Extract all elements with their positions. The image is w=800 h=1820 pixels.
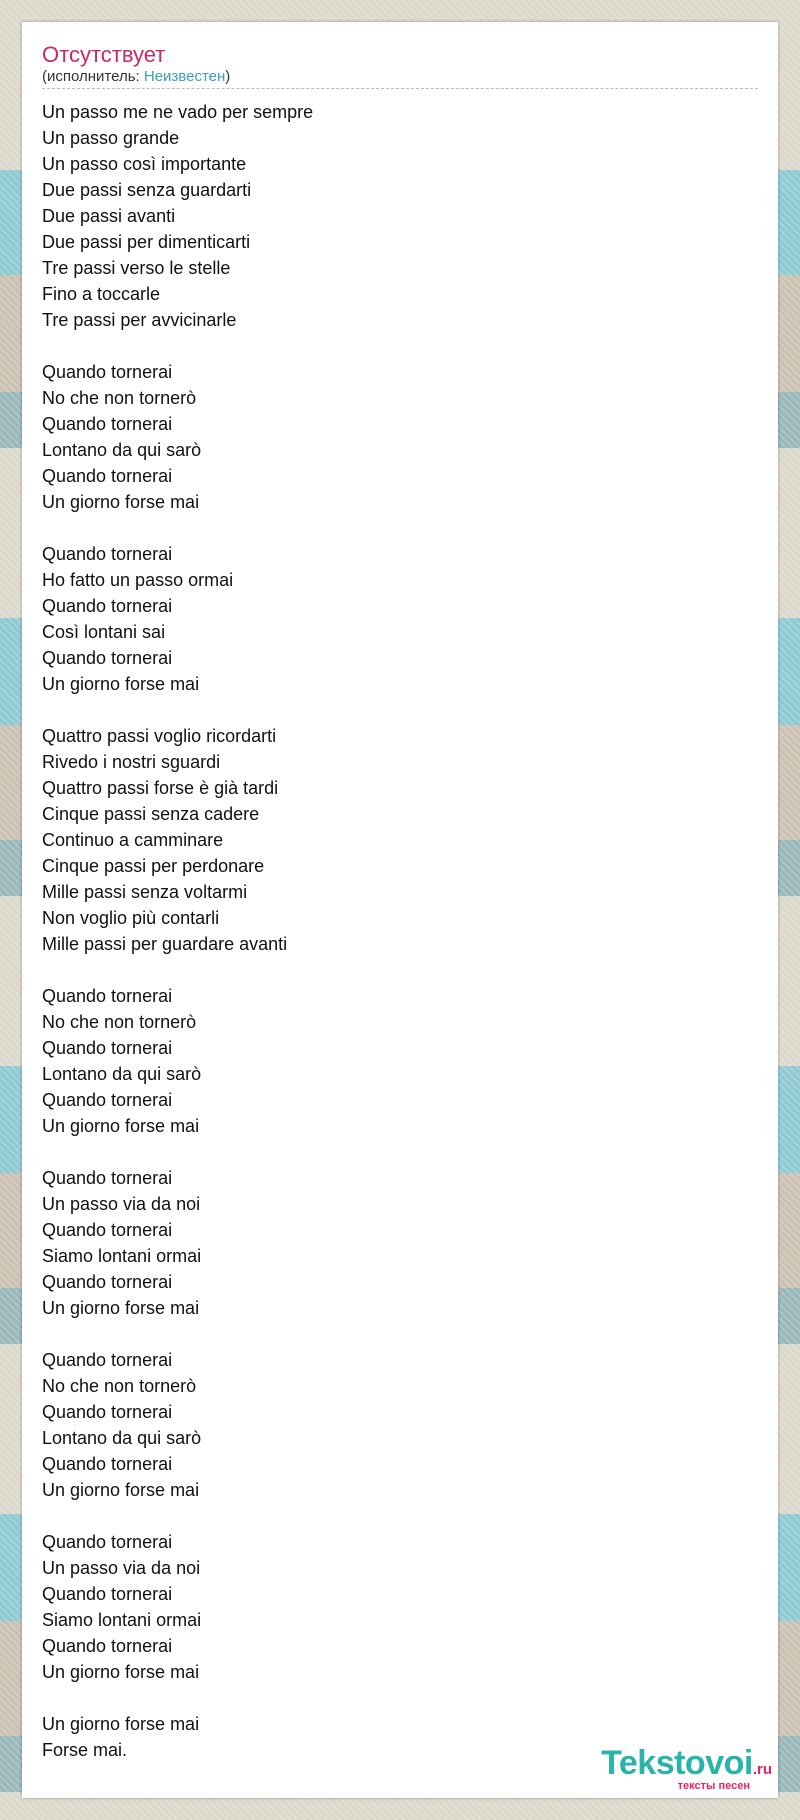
lyrics-line: Siamo lontani ormai [42, 1246, 202, 1266]
lyrics-line: Quando tornerai [42, 466, 173, 486]
lyrics-line: No che non tornerò [42, 1012, 197, 1032]
lyrics-line: Così lontani sai [42, 622, 166, 642]
lyrics-line: Quando tornerai [42, 544, 173, 564]
lyrics-line: Un giorno forse mai [42, 1116, 200, 1136]
lyrics-line: Quando tornerai [42, 1168, 173, 1188]
lyrics-line: Quando tornerai [42, 1272, 173, 1292]
lyrics-line: Quando tornerai [42, 1090, 173, 1110]
lyrics-line: Lontano da qui sarò [42, 440, 202, 460]
lyrics-line: Due passi avanti [42, 206, 176, 226]
artist-suffix: ) [225, 68, 231, 85]
lyrics-line: Mille passi per guardare avanti [42, 934, 288, 954]
lyrics-stanza [42, 1165, 758, 1321]
artist-link[interactable]: Неизвестен [143, 68, 226, 85]
lyrics-line: Lontano da qui sarò [42, 1064, 202, 1084]
lyrics-line: Ho fatto un passo ormai [42, 570, 234, 590]
lyrics-text [42, 99, 758, 1763]
lyrics-line: Quando tornerai [42, 1038, 173, 1058]
lyrics-line: Un passo via da noi [42, 1194, 201, 1214]
lyrics-line: Non voglio più contarli [42, 908, 220, 928]
logo-tagline: тексты песен [677, 1780, 750, 1792]
lyrics-line: Fino a toccarle [42, 284, 161, 304]
artist-line [42, 68, 758, 89]
lyrics-line: Quando tornerai [42, 1220, 173, 1240]
lyrics-line: Un giorno forse mai [42, 1662, 200, 1682]
lyrics-line: No che non tornerò [42, 1376, 197, 1396]
lyrics-line: Un passo me ne vado per sempre [42, 102, 314, 122]
lyrics-stanza [42, 1529, 758, 1685]
lyrics-line: Siamo lontani ormai [42, 1610, 202, 1630]
lyrics-line: Rivedo i nostri sguardi [42, 752, 221, 772]
lyrics-line: No che non tornerò [42, 388, 197, 408]
lyrics-line: Tre passi per avvicinarle [42, 310, 237, 330]
lyrics-line: Lontano da qui sarò [42, 1428, 202, 1448]
lyrics-line: Un giorno forse mai [42, 492, 200, 512]
lyrics-line: Cinque passi senza cadere [42, 804, 260, 824]
lyrics-stanza [42, 723, 758, 957]
lyrics-card [22, 22, 778, 1798]
lyrics-line: Quattro passi voglio ricordarti [42, 726, 277, 746]
lyrics-line: Quando tornerai [42, 648, 173, 668]
logo-name: Tekstovoi [601, 1744, 753, 1782]
lyrics-line: Cinque passi per perdonare [42, 856, 265, 876]
lyrics-line: Un giorno forse mai [42, 1714, 200, 1734]
lyrics-line: Quando tornerai [42, 986, 173, 1006]
lyrics-line: Due passi senza guardarti [42, 180, 252, 200]
lyrics-line: Continuo a camminare [42, 830, 224, 850]
lyrics-line: Quando tornerai [42, 1584, 173, 1604]
lyrics-stanza [42, 1347, 758, 1503]
lyrics-line: Mille passi senza voltarmi [42, 882, 248, 902]
lyrics-line: Un giorno forse mai [42, 1298, 200, 1318]
lyrics-stanza [42, 541, 758, 697]
lyrics-line: Quando tornerai [42, 1454, 173, 1474]
lyrics-line: Un passo via da noi [42, 1558, 201, 1578]
lyrics-line: Quando tornerai [42, 1532, 173, 1552]
lyrics-line: Un passo grande [42, 128, 180, 148]
lyrics-line: Un giorno forse mai [42, 1480, 200, 1500]
lyrics-line: Quando tornerai [42, 362, 173, 382]
lyrics-stanza [42, 359, 758, 515]
lyrics-line: Forse mai. [42, 1740, 128, 1760]
lyrics-line: Quando tornerai [42, 1350, 173, 1370]
lyrics-line: Quattro passi forse è già tardi [42, 778, 279, 798]
logo-tld: .ru [752, 1761, 772, 1778]
lyrics-stanza [42, 99, 758, 333]
lyrics-line: Quando tornerai [42, 596, 173, 616]
artist-prefix: (исполнитель: [42, 68, 144, 85]
lyrics-line: Tre passi verso le stelle [42, 258, 231, 278]
lyrics-line: Un passo così importante [42, 154, 247, 174]
lyrics-line: Un giorno forse mai [42, 674, 200, 694]
lyrics-line: Due passi per dimenticarti [42, 232, 251, 252]
lyrics-line: Quando tornerai [42, 414, 173, 434]
song-title: Отсутствует [42, 42, 166, 67]
lyrics-stanza [42, 983, 758, 1139]
lyrics-line: Quando tornerai [42, 1636, 173, 1656]
site-logo[interactable] [562, 1746, 772, 1792]
lyrics-line: Quando tornerai [42, 1402, 173, 1422]
